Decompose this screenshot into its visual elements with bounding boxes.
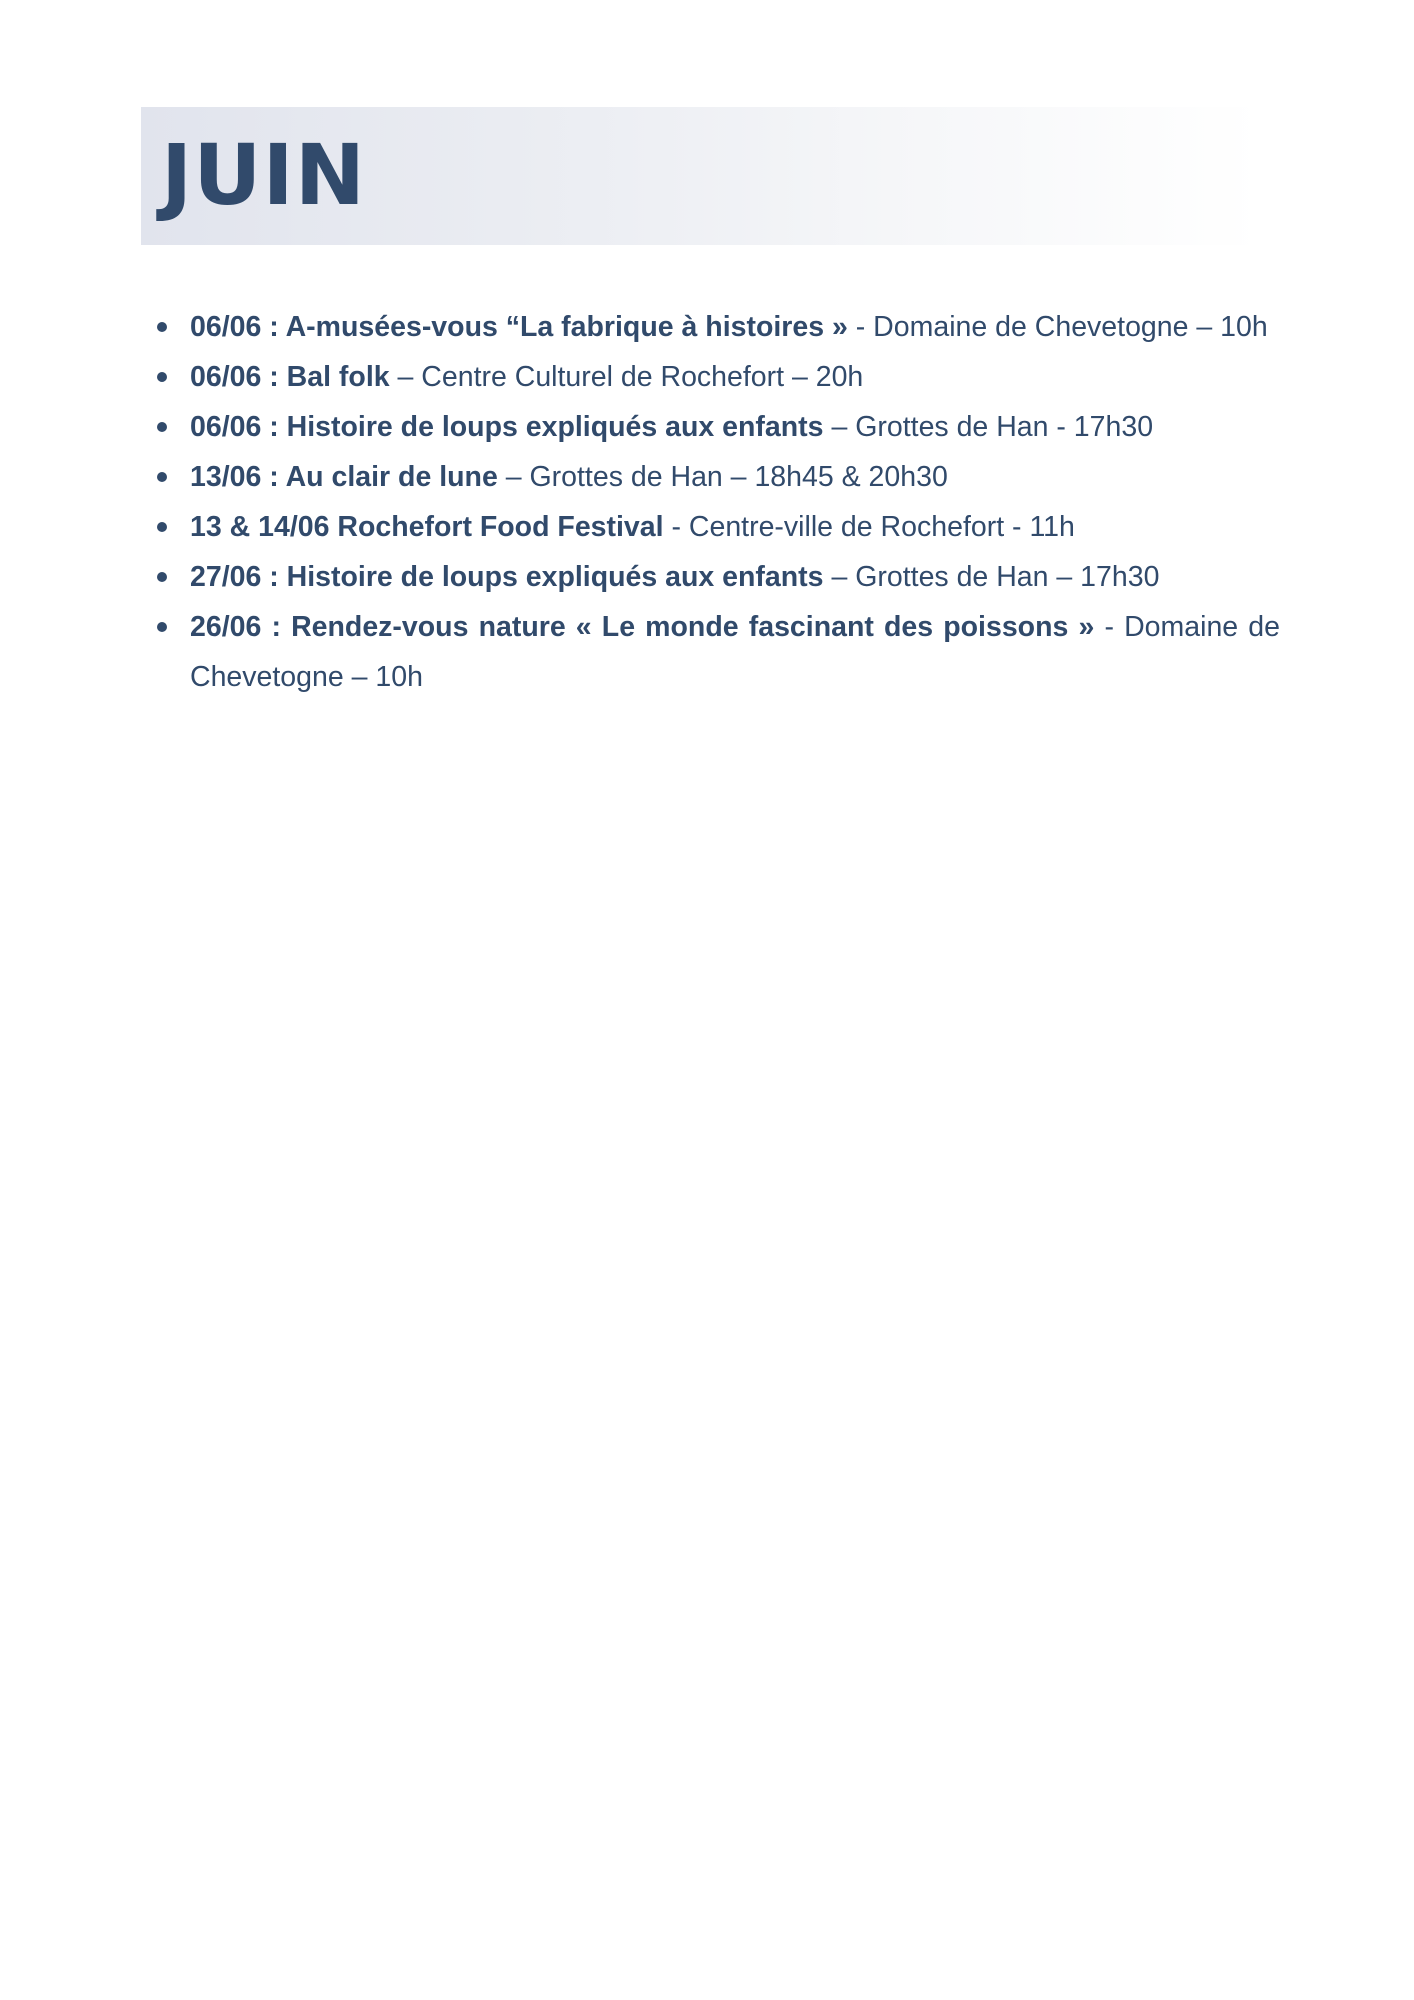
bullet-icon [157, 472, 167, 482]
event-list [190, 302, 1280, 702]
event-item [190, 552, 1280, 602]
event-title: 06/06 : Bal folk [190, 361, 390, 393]
month-header-banner [141, 107, 1261, 245]
month-title: JUIN [161, 126, 367, 224]
event-detail: – Grottes de Han – 18h45 & 20h30 [497, 461, 948, 493]
bullet-icon [157, 522, 167, 532]
event-item [190, 502, 1280, 552]
event-title: 27/06 : Histoire de loups expliqués aux enfants [190, 561, 824, 593]
event-item [190, 352, 1280, 402]
event-detail: – Centre Culturel de Rochefort – 20h [389, 361, 864, 393]
event-title: 06/06 : Histoire de loups expliqués aux enfants [190, 411, 824, 443]
event-item [190, 452, 1280, 502]
event-title: 06/06 : A-musées-vous “La fabrique à histoires » [190, 311, 848, 343]
bullet-icon [157, 372, 167, 382]
event-title: 13/06 : Au clair de lune [190, 461, 498, 493]
event-item [190, 602, 1280, 702]
event-detail: - Domaine de Chevetogne – 10h [190, 611, 1280, 693]
bullet-icon [157, 622, 167, 632]
bullet-icon [157, 572, 167, 582]
bullet-icon [157, 422, 167, 432]
event-detail: - Centre-ville de Rochefort - 11h [663, 511, 1075, 543]
event-detail: - Domaine de Chevetogne – 10h [847, 311, 1268, 343]
event-title: 13 & 14/06 Rochefort Food Festival [190, 511, 664, 543]
event-title: 26/06 : Rendez-vous nature « Le monde fascinant des poissons » [190, 611, 1095, 643]
event-item [190, 302, 1280, 352]
event-detail: – Grottes de Han – 17h30 [823, 561, 1160, 593]
event-item [190, 402, 1280, 452]
bullet-icon [157, 322, 167, 332]
event-detail: – Grottes de Han - 17h30 [823, 411, 1154, 443]
